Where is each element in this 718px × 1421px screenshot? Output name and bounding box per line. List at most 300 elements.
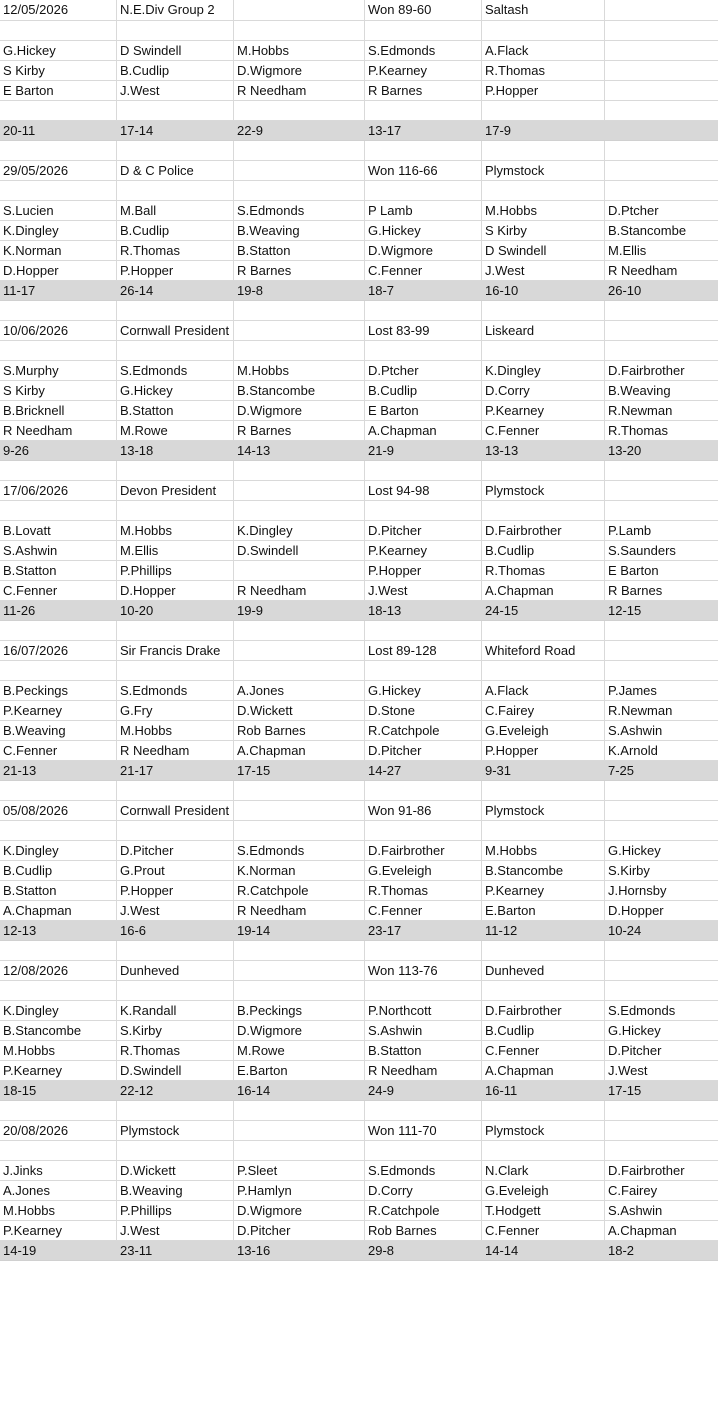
blank-cell-2[interactable] — [117, 941, 234, 960]
player-cell-2[interactable]: M.Ellis — [117, 541, 234, 560]
player-cell-2[interactable]: R Needham — [117, 741, 234, 760]
player-cell-6[interactable] — [605, 81, 718, 100]
blank-cell-6[interactable] — [605, 501, 718, 520]
blank-cell-6[interactable] — [605, 1101, 718, 1120]
match-header-cell-1[interactable]: 12/05/2026 — [0, 0, 117, 20]
player-cell-2[interactable]: P.Phillips — [117, 561, 234, 580]
player-cell-3[interactable]: R Needham — [234, 581, 365, 600]
player-cell-4[interactable]: E Barton — [365, 401, 482, 420]
blank-cell-6[interactable] — [605, 661, 718, 680]
player-cell-4[interactable]: B.Statton — [365, 1041, 482, 1060]
score-cell-6[interactable]: 13-20 — [605, 441, 718, 460]
blank-cell-4[interactable] — [365, 101, 482, 120]
blank-cell-5[interactable] — [482, 661, 605, 680]
match-header-cell-5[interactable]: Saltash — [482, 0, 605, 20]
score-cell-6[interactable]: 10-24 — [605, 921, 718, 940]
player-cell-2[interactable]: S.Kirby — [117, 1021, 234, 1040]
player-cell-3[interactable]: D.Wigmore — [234, 1021, 365, 1040]
player-cell-1[interactable]: B.Lovatt — [0, 521, 117, 540]
blank-cell-6[interactable] — [605, 621, 718, 640]
player-cell-4[interactable]: P.Hopper — [365, 561, 482, 580]
blank-cell-5[interactable] — [482, 981, 605, 1000]
blank-cell-1[interactable] — [0, 941, 117, 960]
score-cell-3[interactable]: 19-8 — [234, 281, 365, 300]
player-cell-5[interactable]: R.Thomas — [482, 561, 605, 580]
score-cell-2[interactable]: 23-11 — [117, 1241, 234, 1260]
score-cell-6[interactable]: 12-15 — [605, 601, 718, 620]
player-cell-4[interactable]: D.Pitcher — [365, 521, 482, 540]
score-cell-3[interactable]: 19-9 — [234, 601, 365, 620]
player-cell-6[interactable]: P.Lamb — [608, 523, 652, 538]
player-cell-5[interactable]: D.Fairbrother — [482, 521, 605, 540]
blank-cell-1[interactable] — [0, 821, 117, 840]
player-cell-2[interactable]: D.Hopper — [117, 581, 234, 600]
player-cell-1[interactable]: B.Weaving — [0, 721, 117, 740]
blank-cell-6[interactable] — [605, 461, 718, 480]
blank-cell-2[interactable] — [117, 461, 234, 480]
blank-cell-1[interactable] — [0, 301, 117, 320]
player-cell-1[interactable]: B.Statton — [0, 561, 117, 580]
player-cell-5[interactable]: E.Barton — [482, 901, 605, 920]
match-header-cell-6[interactable] — [605, 641, 718, 660]
player-cell-3[interactable]: R Needham — [234, 901, 365, 920]
score-cell-4[interactable]: 29-8 — [365, 1241, 482, 1260]
score-cell-1[interactable]: 12-13 — [0, 921, 117, 940]
match-header-cell-4[interactable]: Won 116-66 — [365, 161, 482, 180]
player-cell-3[interactable]: D.Pitcher — [234, 1221, 365, 1240]
blank-cell-5[interactable] — [482, 501, 605, 520]
player-cell-2[interactable]: M.Hobbs — [117, 721, 234, 740]
match-header-cell-3[interactable] — [234, 641, 365, 660]
blank-cell-4[interactable] — [365, 781, 482, 800]
match-header-cell-2[interactable]: Cornwall President — [117, 321, 234, 340]
player-cell-1[interactable]: P.Kearney — [0, 701, 117, 720]
blank-cell-6[interactable] — [605, 341, 718, 360]
player-cell-3[interactable]: R Barnes — [234, 421, 365, 440]
blank-cell-4[interactable] — [365, 301, 482, 320]
player-cell-4[interactable]: P Lamb — [365, 201, 482, 220]
blank-cell-6[interactable] — [605, 781, 718, 800]
player-cell-3[interactable]: B.Weaving — [234, 221, 365, 240]
match-header-cell-3[interactable] — [234, 1121, 365, 1140]
player-cell-6[interactable]: R Needham — [608, 263, 678, 278]
player-cell-6[interactable]: S.Ashwin — [608, 1203, 663, 1218]
player-cell-3[interactable]: M.Rowe — [234, 1041, 365, 1060]
player-cell-1[interactable]: S Kirby — [0, 381, 117, 400]
match-header-cell-3[interactable] — [234, 481, 365, 500]
player-cell-5[interactable]: S Kirby — [482, 221, 605, 240]
blank-cell-5[interactable] — [482, 141, 605, 160]
blank-cell-3[interactable] — [234, 781, 365, 800]
blank-cell-6[interactable] — [605, 1141, 718, 1160]
blank-cell-3[interactable] — [234, 941, 365, 960]
score-cell-3[interactable]: 13-16 — [234, 1241, 365, 1260]
score-cell-4[interactable]: 21-9 — [365, 441, 482, 460]
player-cell-1[interactable]: K.Dingley — [0, 221, 117, 240]
player-cell-6[interactable]: B.Weaving — [608, 383, 671, 398]
player-cell-5[interactable]: D Swindell — [482, 241, 605, 260]
match-header-cell-5[interactable]: Whiteford Road — [482, 641, 605, 660]
player-cell-3[interactable]: E.Barton — [234, 1061, 365, 1080]
blank-cell-4[interactable] — [365, 21, 482, 40]
match-header-cell-5[interactable]: Liskeard — [482, 321, 605, 340]
player-cell-6[interactable]: R.Newman — [608, 703, 673, 718]
score-cell-5[interactable]: 14-14 — [482, 1241, 605, 1260]
player-cell-4[interactable]: G.Hickey — [365, 681, 482, 700]
player-cell-3[interactable]: D.Wigmore — [234, 61, 365, 80]
blank-cell-4[interactable] — [365, 941, 482, 960]
match-header-cell-2[interactable]: Dunheved — [117, 961, 234, 980]
match-header-cell-2[interactable]: Devon President — [117, 481, 234, 500]
blank-cell-5[interactable] — [482, 101, 605, 120]
blank-cell-5[interactable] — [482, 21, 605, 40]
player-cell-1[interactable]: B.Cudlip — [0, 861, 117, 880]
score-cell-4[interactable]: 23-17 — [365, 921, 482, 940]
score-cell-6[interactable]: 17-15 — [605, 1081, 718, 1100]
player-cell-6[interactable]: A.Chapman — [608, 1223, 677, 1238]
blank-cell-3[interactable] — [234, 341, 365, 360]
match-header-cell-3[interactable] — [234, 161, 365, 180]
match-header-cell-6[interactable] — [605, 0, 718, 20]
player-cell-2[interactable]: B.Weaving — [117, 1181, 234, 1200]
blank-cell-4[interactable] — [365, 341, 482, 360]
player-cell-4[interactable]: S.Edmonds — [365, 41, 482, 60]
player-cell-5[interactable]: D.Corry — [482, 381, 605, 400]
blank-cell-2[interactable] — [117, 501, 234, 520]
score-cell-2[interactable]: 22-12 — [117, 1081, 234, 1100]
blank-cell-6[interactable] — [605, 981, 718, 1000]
blank-cell-6[interactable] — [605, 941, 718, 960]
blank-cell-1[interactable] — [0, 461, 117, 480]
player-cell-3[interactable]: M.Hobbs — [234, 41, 365, 60]
player-cell-5[interactable]: A.Flack — [482, 681, 605, 700]
blank-cell-2[interactable] — [117, 181, 234, 200]
score-cell-5[interactable]: 17-9 — [482, 121, 605, 140]
player-cell-4[interactable]: S.Edmonds — [365, 1161, 482, 1180]
player-cell-5[interactable]: A.Flack — [482, 41, 605, 60]
player-cell-2[interactable]: G.Prout — [117, 861, 234, 880]
player-cell-4[interactable]: Rob Barnes — [365, 1221, 482, 1240]
player-cell-5[interactable]: K.Dingley — [482, 361, 605, 380]
blank-cell-4[interactable] — [365, 501, 482, 520]
player-cell-4[interactable]: G.Hickey — [365, 221, 482, 240]
score-cell-2[interactable]: 26-14 — [117, 281, 234, 300]
score-cell-1[interactable]: 11-26 — [0, 601, 117, 620]
score-cell-6[interactable] — [605, 121, 718, 140]
player-cell-4[interactable]: P.Kearney — [365, 541, 482, 560]
player-cell-5[interactable]: M.Hobbs — [482, 841, 605, 860]
player-cell-2[interactable]: P.Phillips — [117, 1201, 234, 1220]
blank-cell-4[interactable] — [365, 1101, 482, 1120]
blank-cell-5[interactable] — [482, 341, 605, 360]
player-cell-1[interactable]: A.Chapman — [0, 901, 117, 920]
player-cell-6[interactable]: G.Hickey — [608, 1023, 661, 1038]
match-header-cell-5[interactable]: Plymstock — [482, 161, 605, 180]
blank-cell-1[interactable] — [0, 661, 117, 680]
blank-cell-5[interactable] — [482, 461, 605, 480]
match-header-cell-4[interactable]: Won 113-76 — [365, 961, 482, 980]
player-cell-6[interactable]: D.Pitcher — [608, 1043, 662, 1058]
player-cell-2[interactable]: B.Statton — [117, 401, 234, 420]
player-cell-6[interactable]: K.Arnold — [608, 743, 658, 758]
player-cell-2[interactable]: S.Edmonds — [117, 361, 234, 380]
blank-cell-4[interactable] — [365, 821, 482, 840]
player-cell-2[interactable]: M.Rowe — [117, 421, 234, 440]
match-header-cell-4[interactable]: Lost 83-99 — [365, 321, 482, 340]
blank-cell-3[interactable] — [234, 21, 365, 40]
blank-cell-3[interactable] — [234, 621, 365, 640]
player-cell-5[interactable]: B.Cudlip — [482, 541, 605, 560]
player-cell-1[interactable]: B.Bricknell — [0, 401, 117, 420]
blank-cell-4[interactable] — [365, 461, 482, 480]
player-cell-3[interactable]: R Needham — [234, 81, 365, 100]
blank-cell-1[interactable] — [0, 621, 117, 640]
match-header-cell-4[interactable]: Lost 89-128 — [365, 641, 482, 660]
match-header-cell-2[interactable]: D & C Police — [117, 161, 234, 180]
blank-cell-5[interactable] — [482, 941, 605, 960]
score-cell-1[interactable]: 21-13 — [0, 761, 117, 780]
player-cell-5[interactable]: A.Chapman — [482, 581, 605, 600]
match-header-cell-1[interactable]: 12/08/2026 — [0, 961, 117, 980]
blank-cell-1[interactable] — [0, 141, 117, 160]
blank-cell-4[interactable] — [365, 621, 482, 640]
blank-cell-3[interactable] — [234, 1141, 365, 1160]
player-cell-4[interactable]: C.Fenner — [365, 261, 482, 280]
match-header-cell-2[interactable]: Sir Francis Drake — [117, 641, 234, 660]
match-header-cell-1[interactable]: 17/06/2026 — [0, 481, 117, 500]
match-header-cell-4[interactable]: Won 111-70 — [365, 1121, 482, 1140]
player-cell-3[interactable]: D.Wickett — [234, 701, 365, 720]
score-cell-6[interactable]: 7-25 — [605, 761, 718, 780]
score-cell-2[interactable]: 16-6 — [117, 921, 234, 940]
player-cell-6[interactable]: R.Thomas — [608, 423, 668, 438]
match-header-cell-5[interactable]: Dunheved — [482, 961, 605, 980]
score-cell-5[interactable]: 11-12 — [482, 921, 605, 940]
player-cell-5[interactable]: P.Kearney — [482, 881, 605, 900]
match-header-cell-3[interactable] — [234, 801, 365, 820]
player-cell-3[interactable]: R Barnes — [234, 261, 365, 280]
match-header-cell-6[interactable] — [605, 161, 718, 180]
player-cell-1[interactable]: M.Hobbs — [0, 1041, 117, 1060]
player-cell-2[interactable]: J.West — [117, 1221, 234, 1240]
player-cell-5[interactable]: D.Fairbrother — [482, 1001, 605, 1020]
player-cell-5[interactable]: P.Hopper — [482, 741, 605, 760]
player-cell-1[interactable]: S.Murphy — [0, 361, 117, 380]
score-cell-3[interactable]: 22-9 — [234, 121, 365, 140]
blank-cell-4[interactable] — [365, 1141, 482, 1160]
blank-cell-3[interactable] — [234, 301, 365, 320]
player-cell-1[interactable]: M.Hobbs — [0, 1201, 117, 1220]
score-cell-3[interactable]: 16-14 — [234, 1081, 365, 1100]
player-cell-1[interactable]: S.Lucien — [0, 201, 117, 220]
player-cell-3[interactable]: R.Catchpole — [234, 881, 365, 900]
player-cell-2[interactable]: R.Thomas — [117, 1041, 234, 1060]
blank-cell-6[interactable] — [605, 301, 718, 320]
blank-cell-3[interactable] — [234, 501, 365, 520]
player-cell-2[interactable]: G.Fry — [117, 701, 234, 720]
blank-cell-3[interactable] — [234, 101, 365, 120]
player-cell-4[interactable]: D.Fairbrother — [365, 841, 482, 860]
blank-cell-2[interactable] — [117, 1101, 234, 1120]
player-cell-5[interactable]: A.Chapman — [482, 1061, 605, 1080]
player-cell-2[interactable]: D.Pitcher — [117, 841, 234, 860]
player-cell-2[interactable]: R.Thomas — [117, 241, 234, 260]
blank-cell-3[interactable] — [234, 141, 365, 160]
score-cell-2[interactable]: 13-18 — [117, 441, 234, 460]
player-cell-6[interactable]: D.Ptcher — [608, 203, 659, 218]
score-cell-1[interactable]: 18-15 — [0, 1081, 117, 1100]
player-cell-5[interactable]: P.Hopper — [482, 81, 605, 100]
blank-cell-5[interactable] — [482, 621, 605, 640]
player-cell-3[interactable]: P.Sleet — [234, 1161, 365, 1180]
blank-cell-2[interactable] — [117, 301, 234, 320]
player-cell-4[interactable]: R.Catchpole — [365, 721, 482, 740]
player-cell-5[interactable]: N.Clark — [482, 1161, 605, 1180]
score-cell-4[interactable]: 18-13 — [365, 601, 482, 620]
blank-cell-5[interactable] — [482, 821, 605, 840]
match-header-cell-2[interactable]: Plymstock — [117, 1121, 234, 1140]
match-header-cell-6[interactable] — [605, 1121, 718, 1140]
player-cell-1[interactable]: C.Fenner — [0, 741, 117, 760]
score-cell-1[interactable]: 9-26 — [0, 441, 117, 460]
score-cell-3[interactable]: 14-13 — [234, 441, 365, 460]
blank-cell-3[interactable] — [234, 461, 365, 480]
player-cell-2[interactable]: J.West — [117, 81, 234, 100]
blank-cell-2[interactable] — [117, 141, 234, 160]
blank-cell-3[interactable] — [234, 821, 365, 840]
match-header-cell-3[interactable] — [234, 321, 365, 340]
score-cell-4[interactable]: 13-17 — [365, 121, 482, 140]
blank-cell-4[interactable] — [365, 981, 482, 1000]
match-header-cell-5[interactable]: Plymstock — [482, 801, 605, 820]
match-header-cell-4[interactable]: Won 91-86 — [365, 801, 482, 820]
player-cell-4[interactable]: C.Fenner — [365, 901, 482, 920]
player-cell-3[interactable]: D.Wigmore — [234, 401, 365, 420]
blank-cell-6[interactable] — [605, 21, 718, 40]
player-cell-4[interactable]: D.Pitcher — [365, 741, 482, 760]
blank-cell-2[interactable] — [117, 1141, 234, 1160]
match-header-cell-1[interactable]: 29/05/2026 — [0, 161, 117, 180]
player-cell-2[interactable]: D.Wickett — [117, 1161, 234, 1180]
player-cell-1[interactable]: A.Jones — [0, 1181, 117, 1200]
score-cell-4[interactable]: 14-27 — [365, 761, 482, 780]
player-cell-1[interactable]: G.Hickey — [0, 41, 117, 60]
score-cell-1[interactable]: 14-19 — [0, 1241, 117, 1260]
blank-cell-3[interactable] — [234, 1101, 365, 1120]
player-cell-2[interactable]: B.Cudlip — [117, 61, 234, 80]
player-cell-2[interactable]: P.Hopper — [117, 261, 234, 280]
score-cell-5[interactable]: 13-13 — [482, 441, 605, 460]
player-cell-5[interactable]: C.Fenner — [482, 421, 605, 440]
blank-cell-3[interactable] — [234, 181, 365, 200]
blank-cell-5[interactable] — [482, 181, 605, 200]
blank-cell-5[interactable] — [482, 1141, 605, 1160]
player-cell-3[interactable]: Rob Barnes — [234, 721, 365, 740]
player-cell-6[interactable]: J.Hornsby — [608, 883, 667, 898]
blank-cell-1[interactable] — [0, 1101, 117, 1120]
blank-cell-1[interactable] — [0, 21, 117, 40]
player-cell-6[interactable]: E Barton — [608, 563, 659, 578]
match-header-cell-1[interactable]: 05/08/2026 — [0, 801, 117, 820]
player-cell-1[interactable]: J.Jinks — [0, 1161, 117, 1180]
player-cell-5[interactable]: B.Cudlip — [482, 1021, 605, 1040]
player-cell-3[interactable]: D.Swindell — [234, 541, 365, 560]
player-cell-3[interactable]: S.Edmonds — [234, 201, 365, 220]
player-cell-4[interactable]: D.Wigmore — [365, 241, 482, 260]
player-cell-4[interactable]: A.Chapman — [365, 421, 482, 440]
player-cell-3[interactable]: B.Peckings — [234, 1001, 365, 1020]
blank-cell-1[interactable] — [0, 101, 117, 120]
player-cell-1[interactable]: P.Kearney — [0, 1221, 117, 1240]
score-cell-5[interactable]: 16-10 — [482, 281, 605, 300]
player-cell-3[interactable]: A.Chapman — [234, 741, 365, 760]
player-cell-1[interactable]: S.Ashwin — [0, 541, 117, 560]
player-cell-6[interactable]: D.Hopper — [608, 903, 664, 918]
player-cell-6[interactable]: R.Newman — [608, 403, 673, 418]
blank-cell-4[interactable] — [365, 181, 482, 200]
player-cell-6[interactable]: G.Hickey — [608, 843, 661, 858]
match-header-cell-4[interactable]: Won 89-60 — [365, 0, 482, 20]
match-header-cell-2[interactable]: N.E.Div Group 2 — [117, 0, 234, 20]
blank-cell-1[interactable] — [0, 501, 117, 520]
player-cell-6[interactable]: B.Stancombe — [608, 223, 687, 238]
player-cell-1[interactable]: K.Dingley — [0, 841, 117, 860]
player-cell-2[interactable]: B.Cudlip — [117, 221, 234, 240]
score-cell-4[interactable]: 24-9 — [365, 1081, 482, 1100]
score-cell-6[interactable]: 18-2 — [605, 1241, 718, 1260]
player-cell-4[interactable]: D.Stone — [365, 701, 482, 720]
score-cell-2[interactable]: 17-14 — [117, 121, 234, 140]
match-header-cell-6[interactable] — [605, 961, 718, 980]
player-cell-6[interactable] — [605, 61, 718, 80]
player-cell-4[interactable]: B.Cudlip — [365, 381, 482, 400]
blank-cell-5[interactable] — [482, 301, 605, 320]
player-cell-3[interactable]: D.Wigmore — [234, 1201, 365, 1220]
blank-cell-4[interactable] — [365, 661, 482, 680]
player-cell-4[interactable]: G.Eveleigh — [365, 861, 482, 880]
player-cell-6[interactable]: S.Edmonds — [608, 1003, 676, 1018]
score-cell-2[interactable]: 21-17 — [117, 761, 234, 780]
player-cell-4[interactable]: P.Northcott — [365, 1001, 482, 1020]
blank-cell-1[interactable] — [0, 781, 117, 800]
match-header-cell-1[interactable]: 10/06/2026 — [0, 321, 117, 340]
player-cell-1[interactable]: C.Fenner — [0, 581, 117, 600]
score-cell-1[interactable]: 20-11 — [0, 121, 117, 140]
player-cell-3[interactable]: K.Dingley — [234, 521, 365, 540]
blank-cell-1[interactable] — [0, 1141, 117, 1160]
player-cell-3[interactable]: K.Norman — [234, 861, 365, 880]
match-header-cell-3[interactable] — [234, 0, 365, 20]
player-cell-1[interactable]: B.Peckings — [0, 681, 117, 700]
player-cell-3[interactable]: B.Statton — [234, 241, 365, 260]
blank-cell-1[interactable] — [0, 981, 117, 1000]
match-header-cell-6[interactable] — [605, 321, 718, 340]
blank-cell-2[interactable] — [117, 821, 234, 840]
player-cell-1[interactable]: P.Kearney — [0, 1061, 117, 1080]
player-cell-1[interactable]: S Kirby — [0, 61, 117, 80]
player-cell-4[interactable]: R Barnes — [365, 81, 482, 100]
score-cell-6[interactable]: 26-10 — [605, 281, 718, 300]
blank-cell-1[interactable] — [0, 341, 117, 360]
blank-cell-2[interactable] — [117, 21, 234, 40]
player-cell-1[interactable]: R Needham — [0, 421, 117, 440]
player-cell-5[interactable]: G.Eveleigh — [482, 1181, 605, 1200]
player-cell-1[interactable]: B.Stancombe — [0, 1021, 117, 1040]
score-cell-5[interactable]: 24-15 — [482, 601, 605, 620]
player-cell-6[interactable]: S.Saunders — [608, 543, 676, 558]
player-cell-1[interactable]: K.Norman — [0, 241, 117, 260]
match-header-cell-5[interactable]: Plymstock — [482, 481, 605, 500]
